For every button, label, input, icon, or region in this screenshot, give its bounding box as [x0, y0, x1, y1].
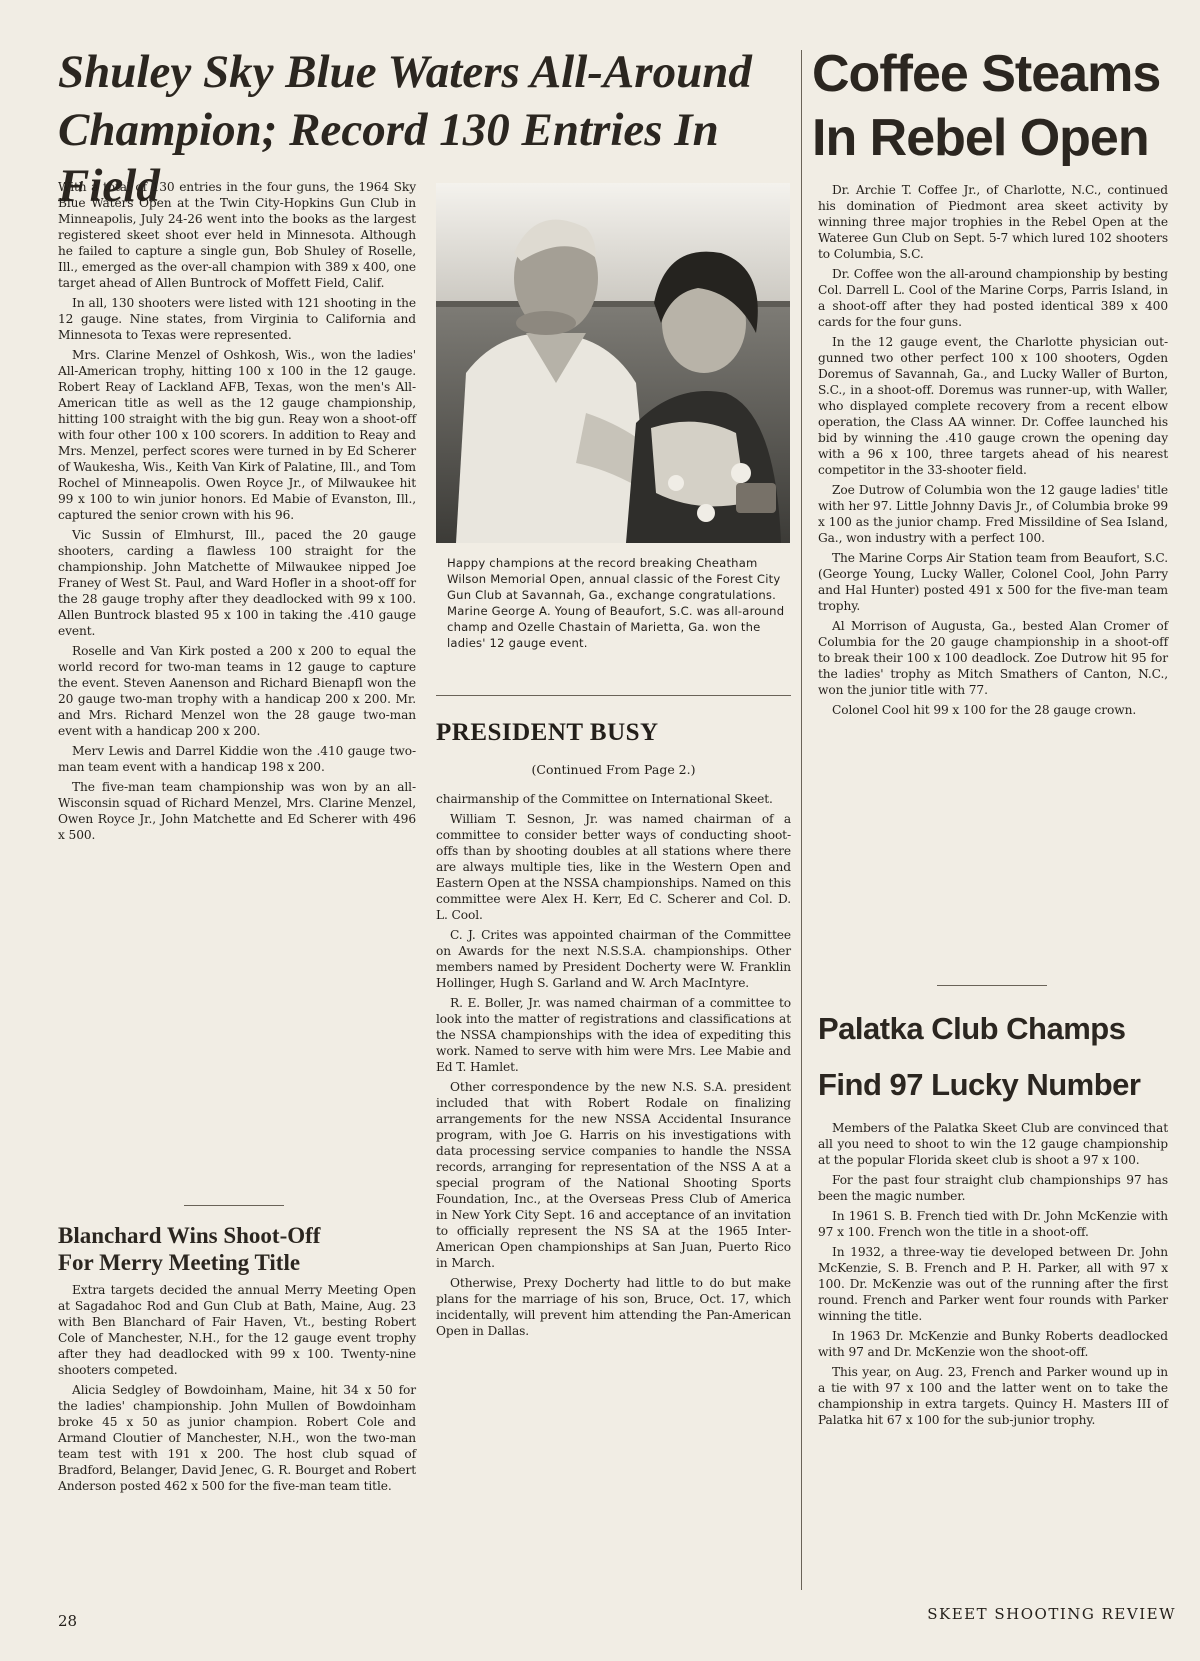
blanchard-title-line1: Blanchard Wins Shoot-Off: [58, 1223, 321, 1248]
paragraph: This year, on Aug. 23, French and Parker wound up in a tie with 97 x 100 and the latter went on to take the championship in extra targets. Quincy H. Masters III of Palatka hit 67 x 100 for the sub-junior trophy.: [818, 1365, 1168, 1427]
main-headline-line1: Shuley Sky Blue Waters All-Around: [58, 46, 752, 98]
paragraph: Al Morrison of Augusta, Ga., bested Alan Cromer of Columbia for the 20 gauge championship in a shoot-off to break their 100 x 100 deadlock. Zoe Dutrow hit 95 for the ladies' trophy as Mitch Smathers of Canton, N.C., won the junior title with 77.: [818, 619, 1168, 697]
president-continued: (Continued From Page 2.): [531, 762, 696, 777]
column-divider: [801, 50, 802, 1590]
blanchard-article: [58, 1222, 416, 1498]
magazine-name: SKEET SHOOTING REVIEW: [927, 1605, 1176, 1623]
sky-blue-article: [58, 179, 416, 843]
paragraph: In 1932, a three-way tie developed between Dr. John McKenzie, S. B. French and P. H. Parker, all with 97 x 100. Dr. McKenzie was out of the running after the first round. French and Parker went four rounds with Parker winning the title.: [818, 1245, 1168, 1323]
paragraph: Merv Lewis and Darrel Kiddie won the .410 gauge two-man team event with a handicap 198 x 200.: [58, 744, 416, 774]
main-headline-line2: Champion; Record 130 Entries In Field: [58, 104, 719, 212]
divider: [184, 1205, 284, 1206]
paragraph: In 1963 Dr. McKenzie and Bunky Roberts deadlocked with 97 and Dr. McKenzie won the shoot-off.: [818, 1329, 1168, 1359]
paragraph: C. J. Crites was appointed chairman of the Committee on Awards for the next N.S.S.A. championships. Other members named by President Docherty were W. Franklin Hollinger, Hugh S. Garland and W. Arch MacIntyre.: [436, 928, 791, 990]
palatka-title-line2: Find 97 Lucky Number: [818, 1067, 1141, 1102]
paragraph: In all, 130 shooters were listed with 121 shooting in the 12 gauge. Nine states, from Virginia to California and Minnesota to Texas were represented.: [58, 296, 416, 342]
coffee-headline: [812, 44, 1182, 168]
column-left: [58, 179, 416, 847]
paragraph: chairmanship of the Committee on International Skeet.: [436, 792, 773, 806]
paragraph: The five-man team championship was won by an all-Wisconsin squad of Richard Menzel, Mrs. Clarine Menzel, Owen Royce Jr., John Matchette and Ed Scherer with 496 x 500.: [58, 780, 416, 842]
president-article: [436, 718, 791, 1343]
president-title: PRESIDENT BUSY: [436, 719, 659, 746]
coffee-headline-line1: Coffee Steams: [812, 45, 1161, 103]
coffee-headline-line2: In Rebel Open: [812, 109, 1149, 167]
paragraph: Roselle and Van Kirk posted a 200 x 200 to equal the world record for two-man teams in 12 gauge to capture the event. Steven Aanenson and Richard Bienapfl won the 20 gauge two-man trophy with a handicap 200 x 200. Mr. and Mrs. Richard Menzel won the 28 gauge two-man event with a handicap 200 x 200.: [58, 644, 416, 738]
page-number: 28: [58, 1612, 78, 1630]
paragraph: Zoe Dutrow of Columbia won the 12 gauge ladies' title with her 97. Little Johnny Davis Jr., of Columbia broke 99 x 100 as the junior champ. Fred Missildine of Sea Island, Ga., won industry with a perfect 100.: [818, 483, 1168, 545]
paragraph: Alicia Sedgley of Bowdoinham, Maine, hit 34 x 50 for the ladies' championship. John Mullen of Bowdoinham broke 45 x 50 as junior champion. Robert Cole and Armand Cloutier of Manchester, N.H., won the two-man team test with 191 x 200. The host club squad of Bradford, Belanger, David Jenec, G. R. Bourget and Robert Anderson posted 462 x 500 for the five-man team title.: [58, 1383, 416, 1493]
paragraph: Otherwise, Prexy Docherty had little to do but make plans for the marriage of his son, Bruce, Oct. 17, which incidentally, will prevent him attending the Pan-American Open in Dallas.: [436, 1276, 791, 1338]
paragraph: Dr. Archie T. Coffee Jr., of Charlotte, N.C., continued his domination of Piedmont area skeet activity by winning three major trophies in the Rebel Open at the Wateree Gun Club on Sept. 5-7 which lured 102 shooters to Columbia, S.C.: [818, 183, 1168, 261]
paragraph: Colonel Cool hit 99 x 100 for the 28 gauge crown.: [832, 703, 1137, 717]
palatka-title-line1: Palatka Club Champs: [818, 1011, 1126, 1046]
paragraph: Other correspondence by the new N.S. S.A. president included that with Robert Rodale on finalizing arrangements for the new NSSA Accidental Insurance program, with Joe G. Harris on his investigations with data processing service companies to handle the NSSA records, arranging for representation of the NSS A at a special program of the National Shooting Sports Foundation, Inc., at the Overseas Press Club of America in New York City Sept. 16 and acceptance of an invitation to officially represent the NS SA at the 1965 Inter-American Open championships at San Juan, Puerto Rico in March.: [436, 1080, 791, 1270]
paragraph: In 1961 S. B. French tied with Dr. John McKenzie with 97 x 100. French won the title in a shoot-off.: [818, 1209, 1168, 1239]
photo-caption: Happy champions at the record breaking Cheatham Wilson Memorial Open, annual classic of the Forest City Gun Club at Savannah, Ga., exchange congratulations. Marine George A. Young of Beaufort, S.C. was all-around champ and Ozelle Chastain of Marietta, Ga. won the ladies' 12 gauge event.: [447, 556, 785, 650]
paragraph: Dr. Coffee won the all-around championship by besting Col. Darrell L. Cool of the Marine Corps, Parris Island, in a shoot-off after they had posted identical 389 x 400 cards for the four guns.: [818, 267, 1168, 329]
paragraph: William T. Sesnon, Jr. was named chairman of a committee to consider better ways of conducting shoot-offs than by shooting doubles at all stations where there are always multiple ties, like in the Western Open and Eastern Open at the NSSA championships. Named on this committee were Alex H. Kerr, Ed C. Scherer and Col. D. L. Cool.: [436, 812, 791, 922]
paragraph: Vic Sussin of Elmhurst, Ill., paced the 20 gauge shooters, carding a flawless 100 straight for the championship. John Matchette of Milwaukee nipped Joe Franey of West St. Paul, and Ward Hofler in a shoot-off for the 28 gauge trophy after they deadlocked with 99 x 100. Allen Buntrock blasted 95 x 100 in taking the .410 gauge event.: [58, 528, 416, 638]
blanchard-title-line2: For Merry Meeting Title: [58, 1250, 301, 1275]
coffee-article: [818, 182, 1168, 722]
paragraph: Mrs. Clarine Menzel of Oshkosh, Wis., won the ladies' All-American trophy, hitting 100 x 100 in the 12 gauge. Robert Reay of Lackland AFB, Texas, won the men's All-American title as well as the 12 gauge championship, hitting 100 straight with the big gun. Reay won a shoot-off with four other 100 x 100 scorers. In addition to Reay and Mrs. Menzel, perfect scores were turned in by Ed Scherer of Waukesha, Wis., Keith Van Kirk of Palatine, Ill., and Tom Rochel of Minneapolis. Owen Royce Jr., of Milwaukee hit 99 x 100 to win junior honors. Ed Mabie of Evanston, Ill., captured the senior crown with his 96.: [58, 348, 416, 522]
paragraph: In the 12 gauge event, the Charlotte physician out-gunned two other perfect 100 x 100 shooters, Ogden Doremus of Savannah, Ga., and Lucky Waller of Burton, S.C., in a shoot-off. Doremus was runner-up, with Waller, who displayed complete recovery from a recent elbow operation, the Class AA winner. Dr. Coffee launched his bid by winning the .410 gauge crown the opening day with a 96 x 100, three targets ahead of his nearest competitor in the 33-shooter field.: [818, 335, 1168, 477]
photo-caption-block: [447, 555, 787, 651]
champions-photo: [436, 183, 790, 543]
paragraph: For the past four straight club championships 97 has been the magic number.: [818, 1173, 1168, 1203]
palatka-headline: [818, 1005, 1178, 1109]
champions-photo-image: [436, 183, 790, 543]
paragraph: Members of the Palatka Skeet Club are convinced that all you need to shoot to win the 12 gauge championship at the popular Florida skeet club is shoot a 97 x 100.: [818, 1121, 1168, 1167]
paragraph: With a total of 130 entries in the four guns, the 1964 Sky Blue Waters Open at the Twin City-Hopkins Gun Club in Minneapolis, July 24-26 went into the books as the largest registered skeet shoot ever held in Minnesota. Although he failed to capture a single gun, Bob Shuley of Roselle, Ill., emerged as the over-all champion with 389 x 400, one target ahead of Allen Buntrock of Moffett Field, Calif.: [58, 180, 416, 290]
paragraph: Extra targets decided the annual Merry Meeting Open at Sagadahoc Rod and Gun Club at Bath, Maine, Aug. 23 with Ben Blanchard of Fair Haven, Vt., besting Robert Cole of Manchester, N.H., for the 12 gauge event trophy after they had deadlocked with 99 x 100. Twenty-nine shooters competed.: [58, 1283, 416, 1377]
paragraph: R. E. Boller, Jr. was named chairman of a committee to look into the matter of registrations and classifications at the NSSA championships with the idea of expediting this work. Named to serve with him were Mrs. Lee Mabie and Ed T. Hamlet.: [436, 996, 791, 1074]
paragraph: The Marine Corps Air Station team from Beaufort, S.C. (George Young, Lucky Waller, Colonel Cool, John Parry and Hal Hunter) posted 491 x 500 for the five-man team trophy.: [818, 551, 1168, 613]
divider: [436, 695, 791, 696]
divider: [937, 985, 1047, 986]
palatka-article: [818, 1120, 1168, 1432]
